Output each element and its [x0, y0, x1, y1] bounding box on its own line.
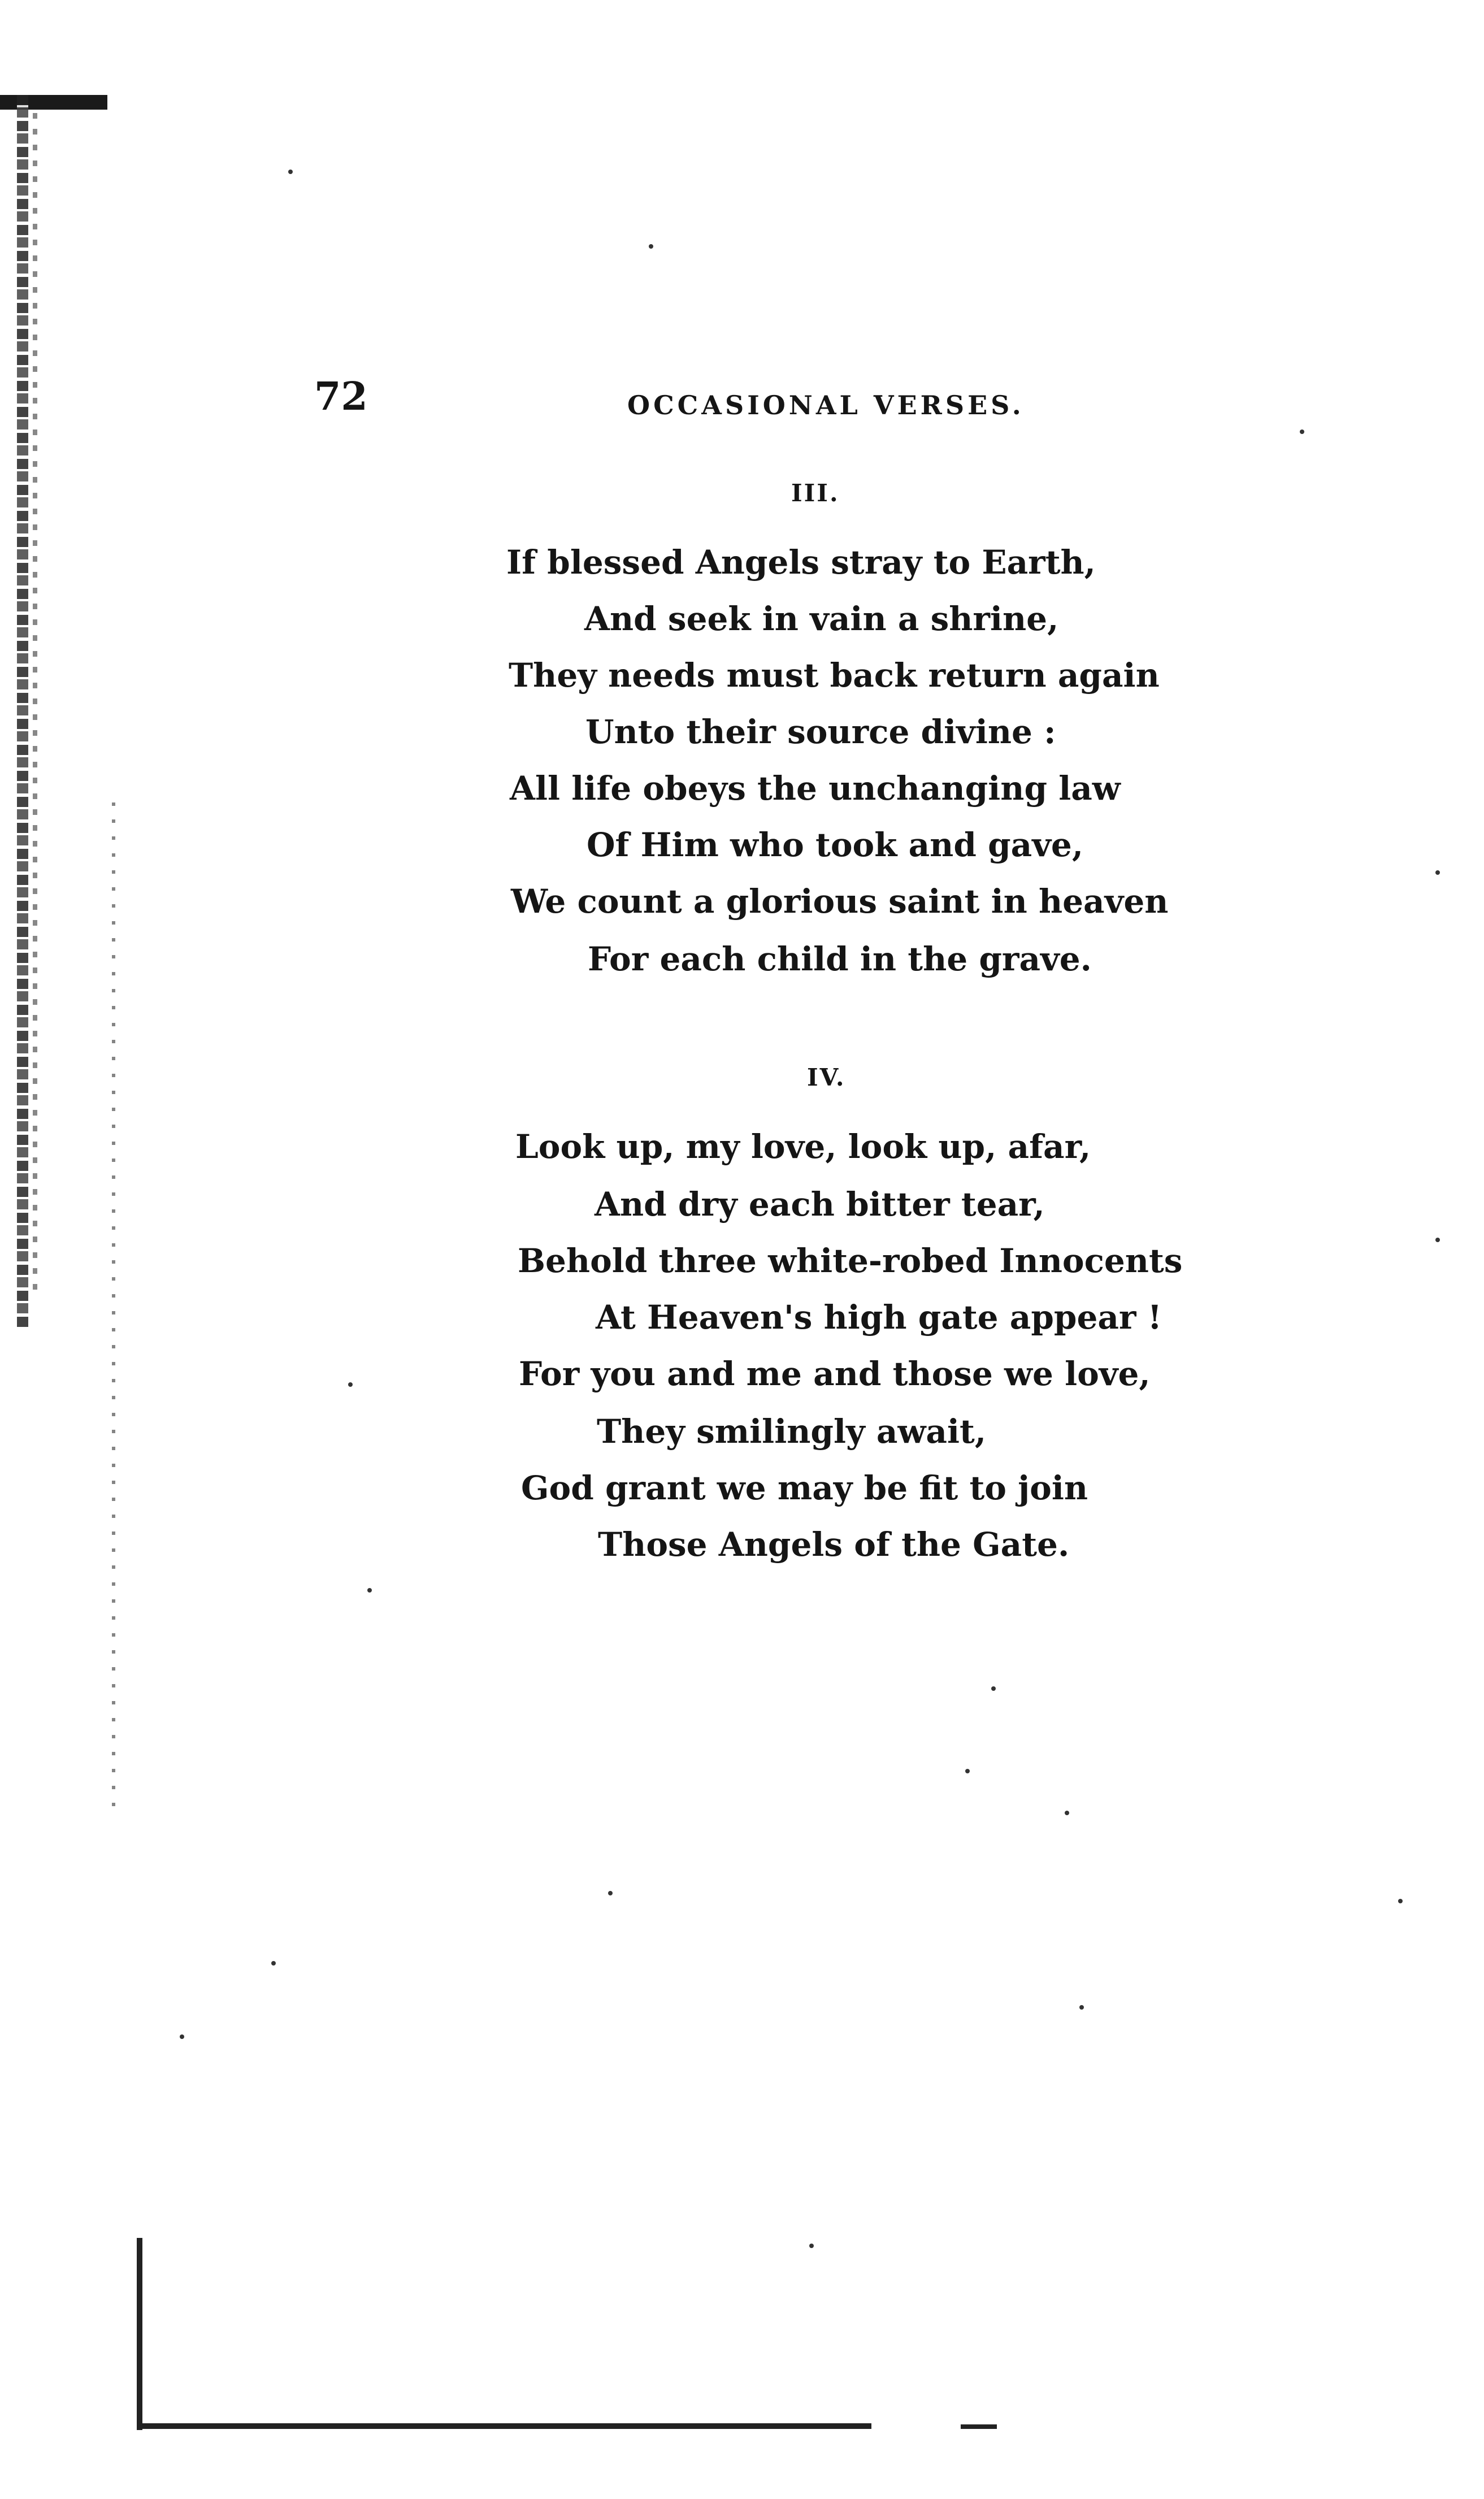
- binding-shadow-top: [0, 95, 107, 110]
- stanza-heading: III.: [791, 479, 840, 507]
- scan-speck: [180, 2034, 184, 2039]
- scan-speck: [809, 2244, 814, 2248]
- verse-line: They needs must back return again: [509, 656, 1160, 695]
- scan-speck: [649, 244, 653, 249]
- verse-line: At Heaven's high gate appear !: [596, 1298, 1162, 1337]
- verse-line: For you and me and those we love,: [519, 1355, 1151, 1393]
- verse-line: And seek in vain a shrine,: [584, 600, 1059, 638]
- verse-line: Behold three white-robed Innocents: [518, 1242, 1183, 1280]
- stanza-heading: IV.: [807, 1064, 846, 1091]
- scan-speck: [1065, 1811, 1069, 1815]
- page-bottom-rule: [137, 2423, 871, 2429]
- scan-speck: [1300, 429, 1304, 434]
- verse-line: Look up, my love, look up, afar,: [515, 1127, 1091, 1166]
- scan-speck: [271, 1961, 276, 1966]
- scan-speck: [1435, 870, 1440, 875]
- binding-edge-shadow-inner: [33, 113, 37, 1300]
- scan-speck: [1079, 2005, 1084, 2010]
- verse-line: Unto their source divine :: [585, 713, 1056, 751]
- verse-line: They smilingly await,: [597, 1412, 987, 1451]
- verse-line: God grant we may be fit to join: [521, 1469, 1088, 1507]
- page-corner-mark-vertical: [137, 2238, 142, 2430]
- scan-speck: [1435, 1238, 1440, 1242]
- binding-edge-shadow: [17, 95, 28, 1327]
- verse-line: Those Angels of the Gate.: [598, 1525, 1070, 1564]
- scan-speck: [608, 1891, 613, 1895]
- scan-dotted-artifact: [112, 802, 115, 1820]
- page-number: 72: [314, 374, 368, 419]
- verse-line: If blessed Angels stray to Earth,: [506, 543, 1096, 582]
- scan-speck: [1398, 1899, 1403, 1903]
- verse-line: Of Him who took and gave,: [587, 826, 1084, 864]
- verse-line: And dry each bitter tear,: [595, 1185, 1045, 1224]
- verse-line: We count a glorious saint in heaven: [511, 882, 1169, 921]
- page-bottom-rule-dash: [961, 2424, 997, 2429]
- verse-line: For each child in the grave.: [588, 940, 1092, 978]
- scan-speck: [288, 170, 293, 174]
- running-head: OCCASIONAL VERSES.: [627, 390, 1025, 420]
- scan-speck: [367, 1588, 372, 1593]
- scan-speck: [991, 1686, 996, 1691]
- verse-line: All life obeys the unchanging law: [510, 769, 1121, 808]
- scan-speck: [965, 1769, 970, 1773]
- scan-speck: [348, 1382, 353, 1387]
